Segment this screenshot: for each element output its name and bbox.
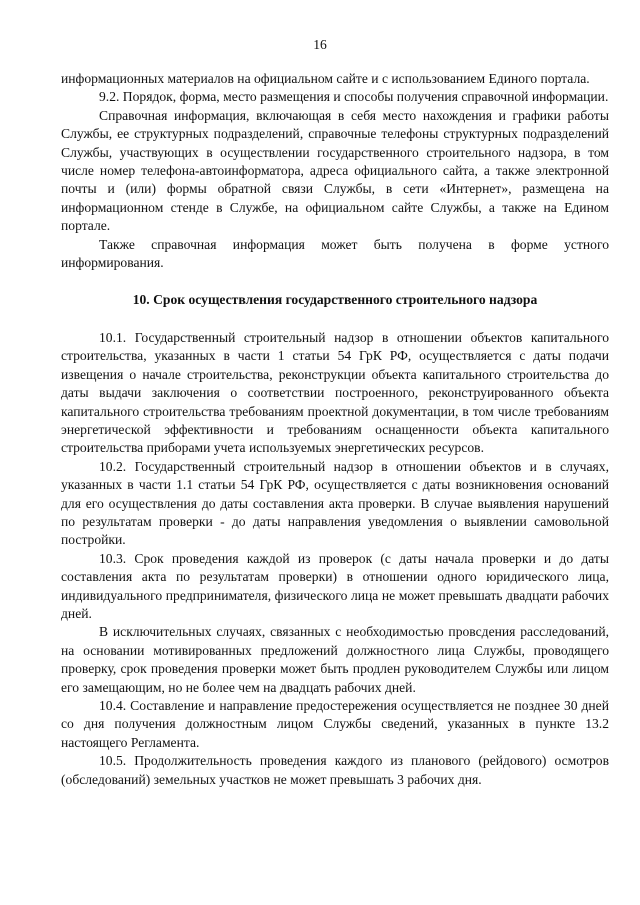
page-number: 16 xyxy=(313,37,327,52)
page-content xyxy=(61,70,609,789)
paragraph-10-4: 10.4. Составление и направление предостережения осуществляется не позднее 30 дней со дня получения должностным лицом Службы сведений, указанных в пункте 13.2 настоящего Регламента. xyxy=(61,698,609,750)
paragraph-10-5: 10.5. Продолжительность проведения каждого из планового (рейдового) осмотров (обследований) земельных участков не может превышать 3 рабочих дня. xyxy=(61,753,609,787)
paragraph-reference-info: Справочная информация, включающая в себя место нахождения и графики работы Службы, ее структурных подразделений, справочные телефоны структурных подразделений Службы, участвующих в осуществлении государственного строительного надзора, в том числе номер телефона-автоинформатора, адреса официального сайта, а также электронной почты и (или) формы обратной связи Службы, в сети «Интернет», размещена на информационном стенде в Службе, на официальном сайте Службы, а также на Едином портале. xyxy=(61,107,609,234)
paragraph-exceptional-cases: В исключительных случаях, связанных с необходимостью провсдения расследований, на основании мотивированных предложений должностного лица Службы, проводящего проверку, срок проведения проверки может быть продлен руководителем Службы или лицом его замещающим, но не более чем на двадцать рабочих дней. xyxy=(61,624,609,695)
paragraph-continuation: информационных материалов на официальном сайте и с использованием Единого портала. xyxy=(61,71,590,86)
section-heading: 10. Срок осуществления государственного строительного надзора xyxy=(132,292,538,308)
paragraph-oral-info: Также справочная информация может быть получена в форме устного информирования. xyxy=(61,236,609,271)
paragraph-10-1: 10.1. Государственный строительный надзор в отношении объектов капитального строительства, указанных в части 1 статьи 54 ГрК РФ, осуществляется с даты подачи извещения о начале строительства, реконструкции объекта капитального строительства до даты выдачи заключения о соответствии построенного, реконструированного объекта капитального строительства требованиям проектной документации, в том числе требованиям энергетической эффективности и требованиям оснащенности объекта капитального строительства приборами учета используемых энергетических ресурсов. xyxy=(61,329,609,456)
paragraph-10-3: 10.3. Срок проведения каждой из проверок (с даты начала проверки и до даты составления акта по результатам проверки) в отношении одного юридического лица, индивидуального предпринимателя, физического лица не может превышать двадцати рабочих дней. xyxy=(61,550,609,621)
paragraph-10-2: 10.2. Государственный строительный надзор в отношении объектов и в случаях, указанных в части 1.1 статьи 54 ГрК РФ, осуществляется с даты возникновения оснований для его осуществления до даты составления акта проверки. В случае выявления нарушений по результатам проверки - до даты направления уведомления о выявлении самовольной постройки. xyxy=(61,458,609,548)
paragraph-9-2: 9.2. Порядок, форма, место размещения и способы получения справочной информации. xyxy=(99,89,609,105)
